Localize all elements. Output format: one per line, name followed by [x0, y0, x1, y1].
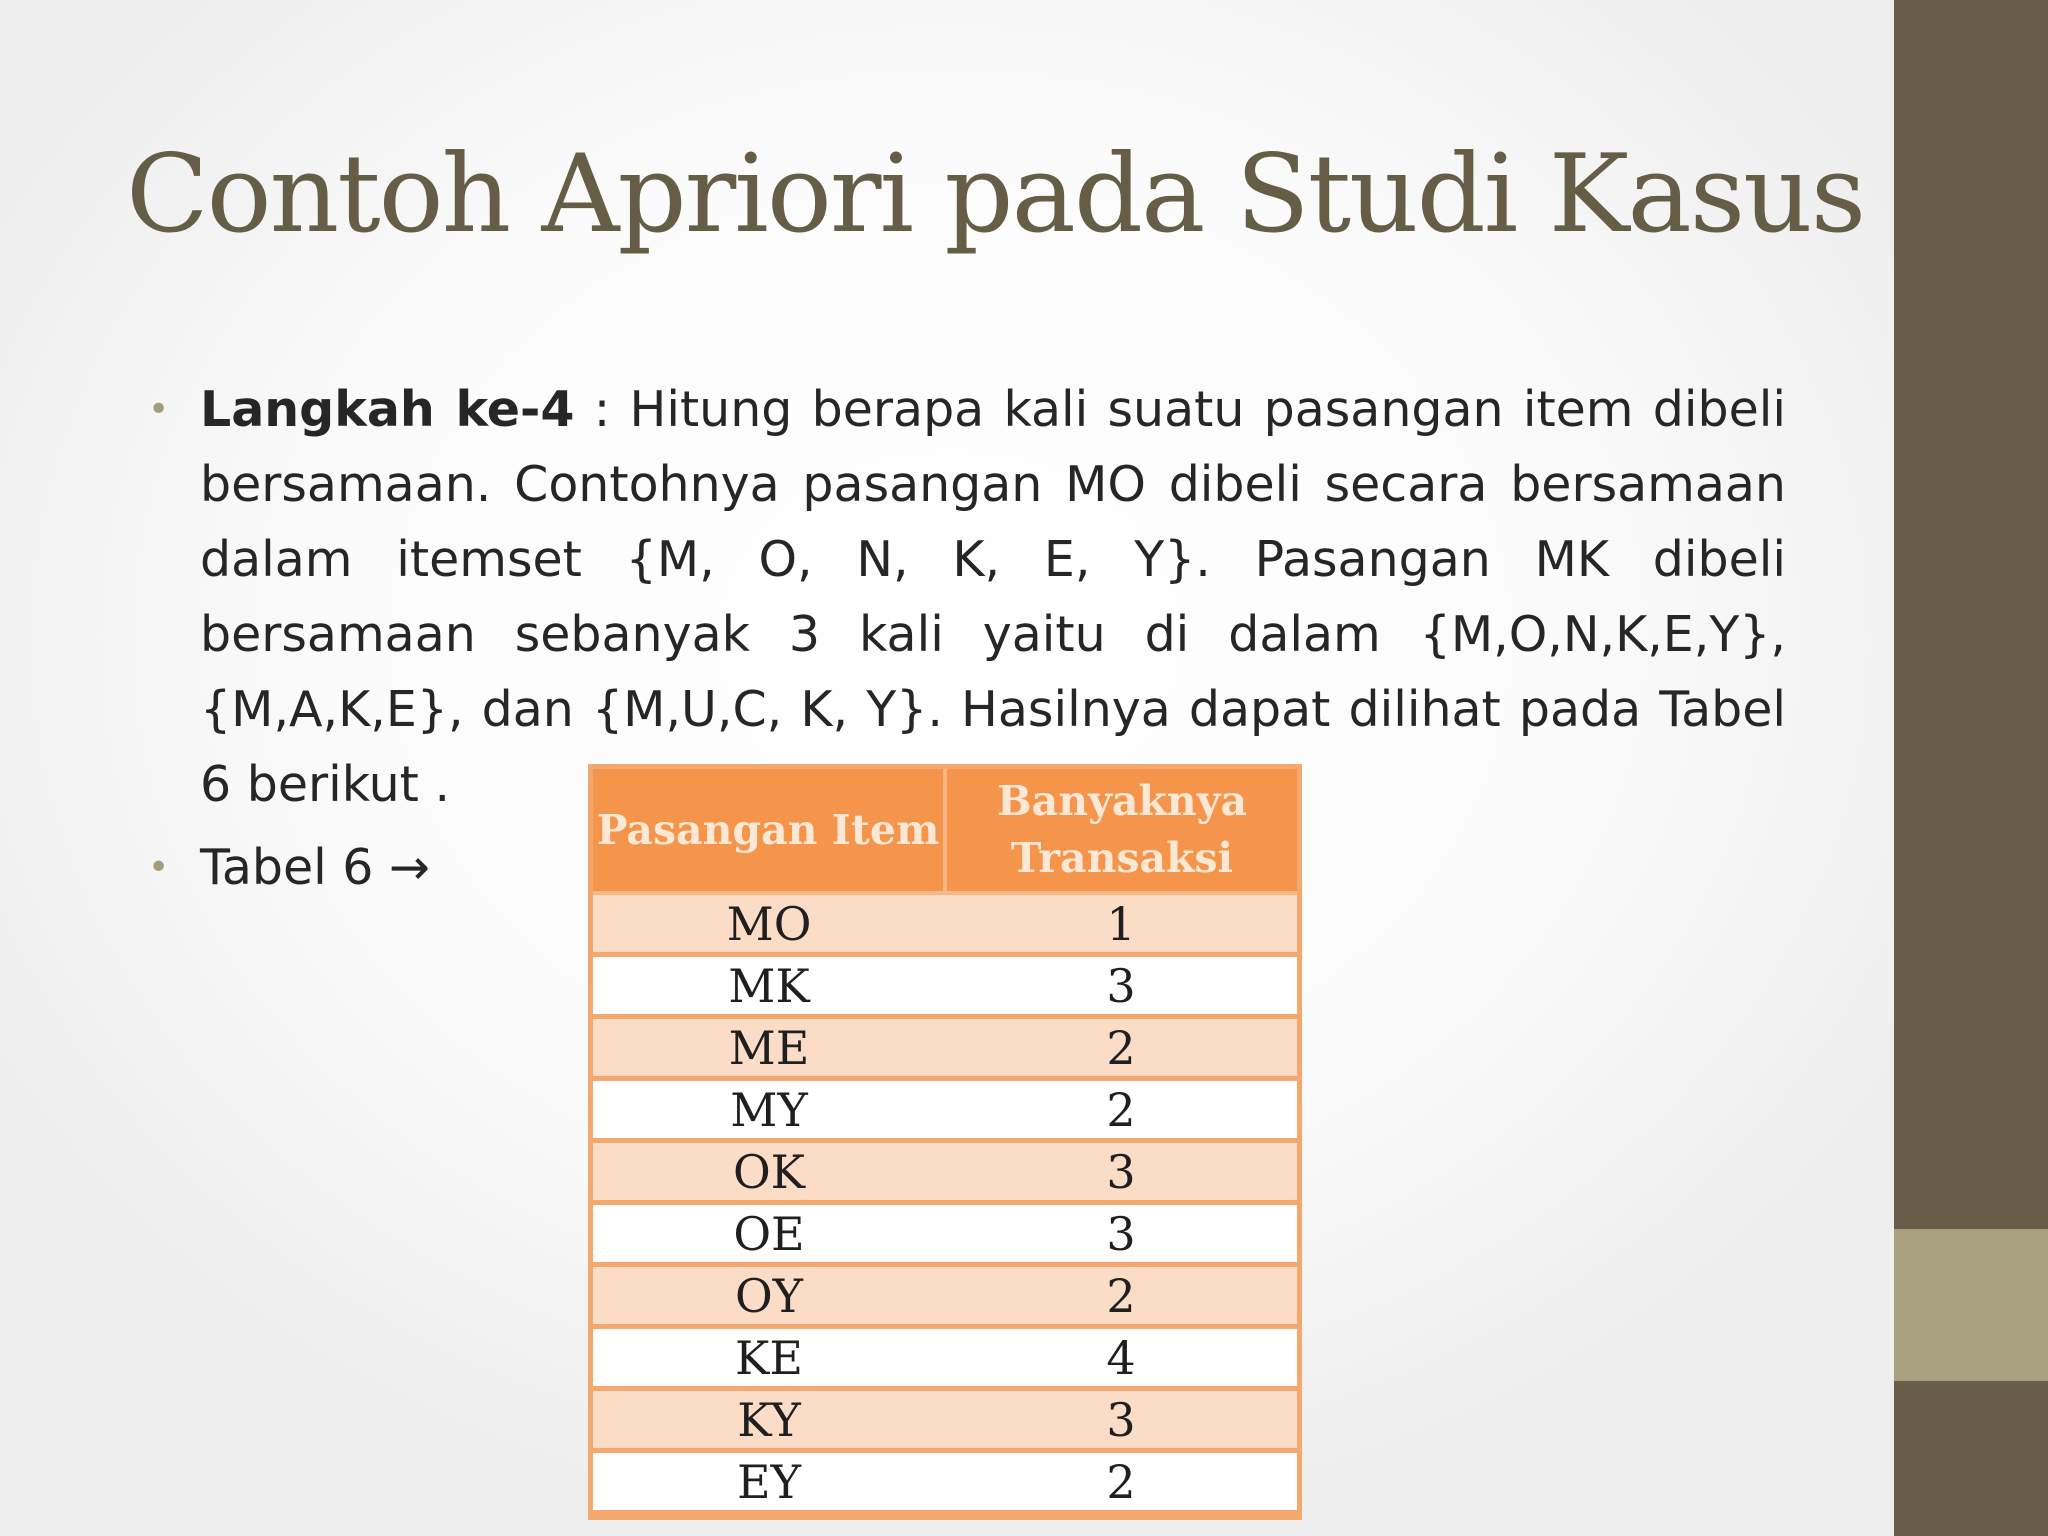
- bullet-text: Tabel 6 →: [200, 839, 431, 896]
- cell-transaction-count: 2: [945, 1451, 1297, 1513]
- side-accent-block: [1894, 1229, 2048, 1381]
- cell-transaction-count: 4: [945, 1327, 1297, 1389]
- pair-count-table: [588, 764, 1302, 1520]
- cell-pair-item: KY: [593, 1389, 945, 1451]
- cell-transaction-count: 3: [945, 955, 1297, 1017]
- cell-pair-item: MO: [593, 893, 945, 955]
- table-row: [593, 1265, 1297, 1327]
- cell-transaction-count: 1: [945, 893, 1297, 955]
- cell-pair-item: EY: [593, 1451, 945, 1513]
- bullet-lead: Langkah ke-4: [200, 381, 575, 438]
- table-row: [593, 893, 1297, 955]
- bullet-dot-icon: •: [148, 389, 170, 430]
- cell-pair-item: OY: [593, 1265, 945, 1327]
- cell-pair-item: MY: [593, 1079, 945, 1141]
- cell-pair-item: MK: [593, 955, 945, 1017]
- cell-transaction-count: 2: [945, 1079, 1297, 1141]
- table-row: [593, 1203, 1297, 1265]
- table-row: [593, 1389, 1297, 1451]
- table-row: [593, 1079, 1297, 1141]
- table-header-row: [593, 769, 1297, 893]
- table: [593, 769, 1297, 1515]
- cell-pair-item: ME: [593, 1017, 945, 1079]
- cell-transaction-count: 3: [945, 1141, 1297, 1203]
- table-row: [593, 1141, 1297, 1203]
- cell-pair-item: OE: [593, 1203, 945, 1265]
- cell-transaction-count: 3: [945, 1389, 1297, 1451]
- table-row: [593, 1327, 1297, 1389]
- bullet-step-4: [148, 372, 1786, 822]
- cell-pair-item: OK: [593, 1141, 945, 1203]
- table-row: [593, 955, 1297, 1017]
- column-header-count: Banyaknya Transaksi: [945, 769, 1297, 893]
- table-row: [593, 1017, 1297, 1079]
- table-row: [593, 1451, 1297, 1513]
- slide-title: Contoh Apriori pada Studi Kasus: [126, 132, 1865, 257]
- column-header-pair: Pasangan Item: [593, 769, 945, 893]
- cell-transaction-count: 3: [945, 1203, 1297, 1265]
- table-body: [593, 893, 1297, 1513]
- cell-transaction-count: 2: [945, 1017, 1297, 1079]
- bullet-dot-icon: •: [148, 847, 170, 888]
- cell-pair-item: KE: [593, 1327, 945, 1389]
- cell-transaction-count: 2: [945, 1265, 1297, 1327]
- bullet-text: : Hitung berapa kali suatu pasangan item dibeli bersamaan. Contohnya pasangan MO dibeli secara bersamaan dalam itemset {M, O, N, K, E, Y}. Pasangan MK dibeli bersamaan sebanyak 3 kali yaitu di dalam {M,O,N,K,E,Y}, {M,A,K,E}, dan {M,U,C, K, Y}. Hasilnya dapat dilihat pada Tabel 6 berikut .: [200, 381, 1786, 813]
